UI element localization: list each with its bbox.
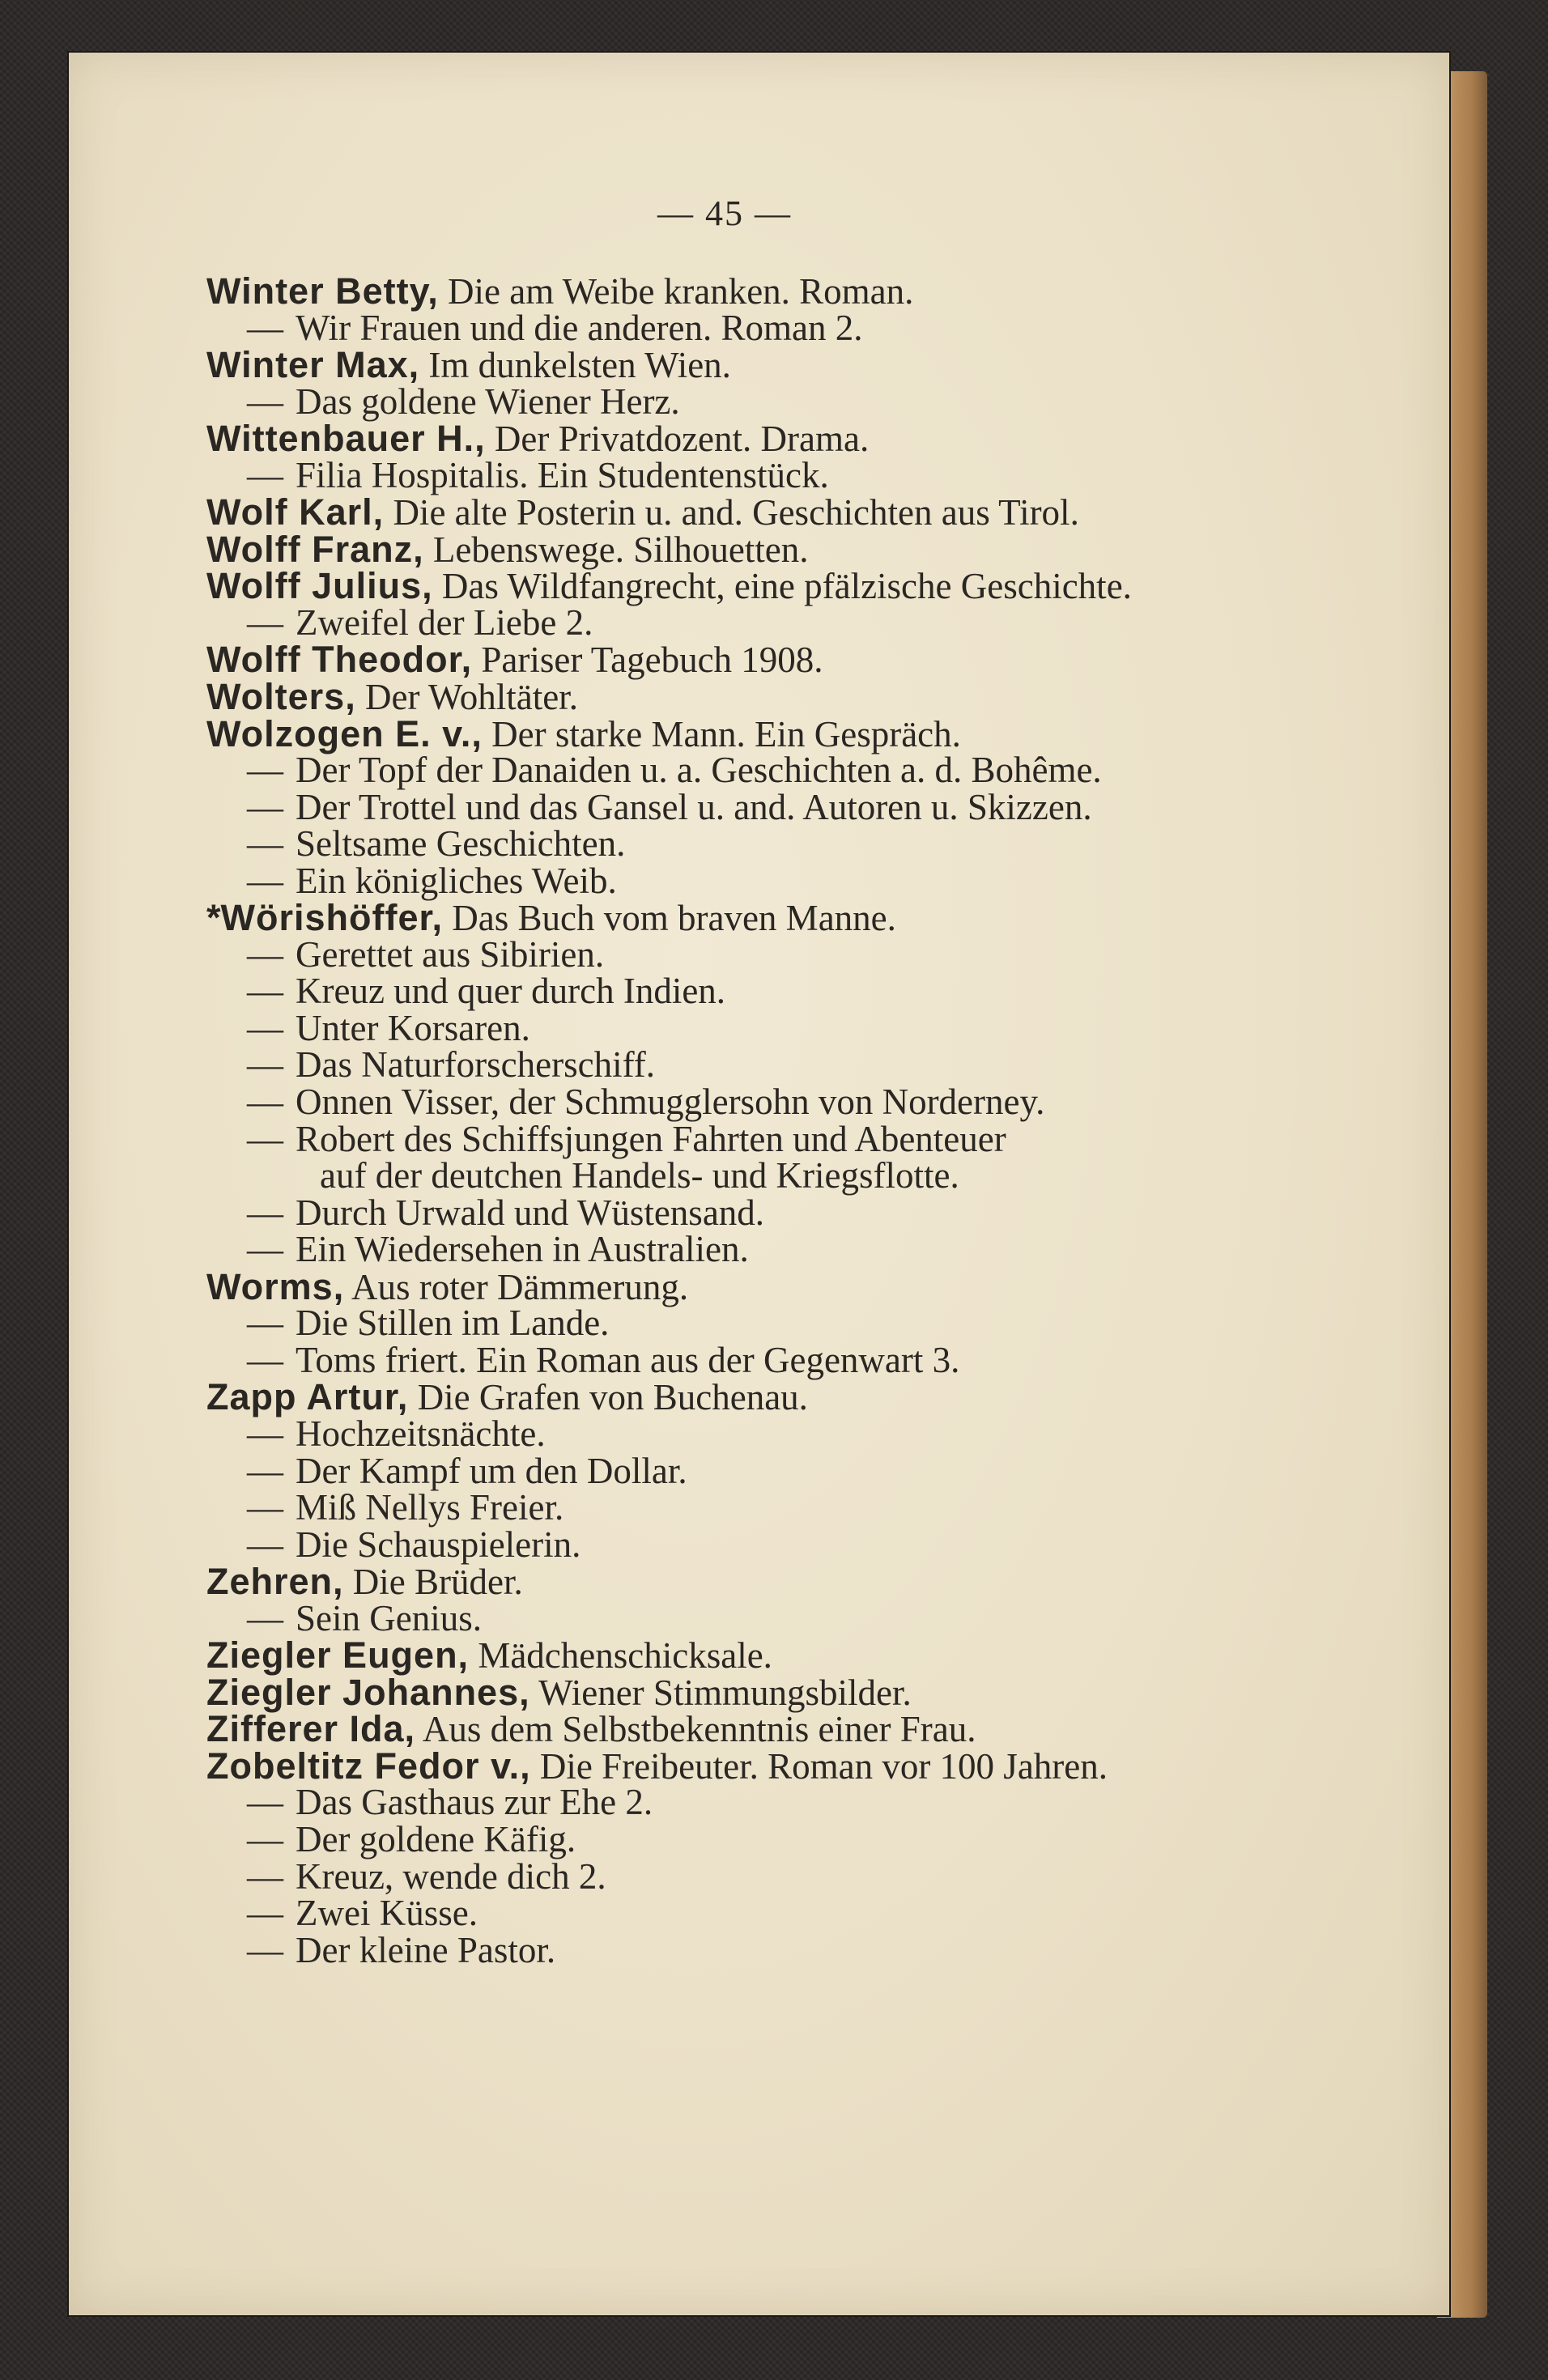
ditto-dash: — [247,860,283,901]
work-entry [206,1192,1259,1233]
ditto-dash: — [247,750,283,791]
author-name-text: Zapp Artur, [206,1376,409,1418]
author-entry [206,491,1259,533]
work-entry [206,973,1259,1010]
author-name-text: Wittenbauer H., [206,418,486,460]
author-entry [206,1671,1259,1713]
author-entry [206,712,1259,754]
work-entry [206,1929,1259,1970]
author-name [206,1561,344,1602]
work-entry [206,860,1259,901]
author-name [206,1745,531,1787]
work-entry [206,1305,1259,1342]
author-entry [206,1376,1259,1418]
page-number: — 45 — [657,193,792,233]
author-name-text: Worms, [206,1265,345,1307]
work-entry [206,933,1259,975]
ditto-dash: — [247,1929,283,1970]
author-entry [206,346,1259,384]
book-title: Unter Korsaren. [296,1007,530,1048]
ditto-dash: — [247,307,283,348]
book-title: Aus dem Selbstbekenntnis einer Frau. [422,1709,976,1750]
book-title: Das Gasthaus zur Ehe 2. [296,1782,653,1823]
ditto-dash: — [247,786,283,827]
ditto-dash: — [247,1782,283,1823]
ditto-dash: — [247,1082,283,1123]
book-title: Das Wildfangrecht, eine pfälzische Geschichte. [441,566,1132,607]
continuation-line [206,1155,1259,1196]
author-name-text: Winter Max, [206,344,420,386]
ditto-dash: — [247,933,283,975]
book-title: Die Grafen von Buchenau. [417,1377,808,1418]
ditto-dash: — [247,1044,283,1086]
author-name-text: Wolff Franz, [206,528,424,570]
author-name-text: Ziegler Eugen, [206,1634,470,1677]
book-title: Die Stillen im Lande. [296,1303,610,1344]
work-entry [206,1007,1259,1048]
asterisk-mark: * [206,897,221,939]
ditto-dash: — [247,1303,283,1344]
ditto-dash: — [247,1007,283,1048]
book-title: Zweifel der Liebe 2. [296,601,593,643]
book-title: Toms friert. Ein Roman aus der Gegenwart 3. [296,1339,960,1380]
book-title: auf der deutchen Handels- und Kriegsflotte. [320,1155,959,1196]
book-title: Pariser Tagebuch 1908. [481,640,823,681]
book-title: Das Buch vom braven Manne. [452,898,896,939]
author-name [206,1266,344,1307]
work-entry [206,1597,1259,1638]
ditto-dash: — [247,1229,283,1270]
work-entry [206,823,1259,865]
work-entry [206,1084,1259,1121]
work-entry [206,307,1259,348]
author-entry [206,1561,1259,1603]
book-title: Die Schauspielerin. [296,1524,581,1565]
author-entry [206,1745,1259,1787]
work-entry [206,454,1259,495]
author-name-text: Wörishöffer, [220,897,444,939]
book-title: Wir Frauen und die anderen. Roman 2. [296,307,863,348]
book-title: Gerettet aus Sibirien. [296,933,605,975]
author-name [206,418,486,459]
author-name-text: Wolzogen E. v., [206,712,483,754]
book-title: Die am Weibe kranken. Roman. [448,271,914,312]
author-entry [206,567,1259,605]
ditto-dash: — [247,1450,283,1491]
ditto-dash: — [247,454,283,495]
book-title: Hochzeitsnächte. [296,1413,546,1454]
ditto-dash: — [247,1339,283,1380]
author-name [206,1672,530,1713]
ditto-dash: — [247,1487,283,1528]
author-entry [206,528,1259,570]
book-title: Der starke Mann. Ein Gespräch. [491,713,961,754]
work-entry [206,1450,1259,1491]
author-entry [206,270,1259,312]
work-entry [206,1413,1259,1454]
author-entry [206,639,1259,681]
author-name-text: Ziegler Johannes, [206,1671,530,1713]
author-name-text: Wolters, [206,676,356,718]
author-name-text: Winter Betty, [206,270,439,312]
book-title: Onnen Visser, der Schmugglersohn von Norderney. [296,1082,1045,1123]
author-entry [206,1708,1259,1750]
ditto-dash: — [247,823,283,865]
book-title: Der Trottel und das Gansel u. and. Autoren u. Skizzen. [296,786,1092,827]
work-entry [206,1118,1259,1159]
work-entry [206,1339,1259,1380]
author-name [206,1708,415,1749]
book-title: Der Topf der Danaiden u. a. Geschichten a. d. Bohême. [296,750,1102,791]
book-title: Sein Genius. [296,1597,482,1638]
work-entry [206,786,1259,827]
author-name-text: Zobeltitz Fedor v., [206,1745,531,1787]
book-title: Miß Nellys Freier. [296,1487,564,1528]
author-name-text: Zehren, [206,1561,344,1603]
book-title: Mädchenschicksale. [478,1635,772,1677]
book-title: Ein königliches Weib. [296,860,617,901]
author-name [206,1634,469,1676]
ditto-dash: — [247,1597,283,1638]
author-name [206,639,472,680]
author-name [206,565,433,606]
book-title: Kreuz und quer durch Indien. [296,971,726,1012]
book-title: Ein Wiedersehen in Australien. [296,1229,749,1270]
work-entry [206,1895,1259,1932]
ditto-dash: — [247,380,283,422]
author-name [206,676,356,717]
ditto-dash: — [247,971,283,1012]
author-name [206,344,419,385]
author-name-text: Wolff Theodor, [206,639,473,681]
book-title: Wiener Stimmungsbilder. [538,1672,912,1713]
author-name-text: Wolf Karl, [206,491,385,533]
ditto-dash: — [247,1855,283,1897]
book-title: Robert des Schiffsjungen Fahrten und Abenteuer [296,1118,1006,1159]
book-title: Aus roter Dämmerung. [351,1266,689,1307]
work-entry [206,1524,1259,1565]
ditto-dash: — [247,1413,283,1454]
ditto-dash: — [247,1818,283,1859]
author-entry [206,1634,1259,1677]
author-name-text: Wolff Julius, [206,565,433,607]
book-title: Zwei Küsse. [296,1893,478,1934]
book-title: Durch Urwald und Wüstensand. [296,1192,765,1233]
book-title: Filia Hospitalis. Ein Studentenstück. [296,454,829,495]
book-title: Seltsame Geschichten. [296,823,626,865]
author-entry [206,1265,1259,1307]
author-entry [206,899,1259,937]
book-title: Der Privatdozent. Drama. [494,419,870,460]
work-entry [206,380,1259,422]
ditto-dash: — [247,1118,283,1159]
ditto-dash: — [247,601,283,643]
book-title: Lebenswege. Silhouetten. [432,529,809,570]
book-title: Die alte Posterin u. and. Geschichten aus Tirol. [393,492,1079,533]
author-name [206,897,443,938]
ditto-dash: — [247,1192,283,1233]
author-name [206,270,439,312]
book-title: Der Wohltäter. [364,677,578,718]
work-entry [206,1044,1259,1086]
book-title: Das Naturforscherschiff. [296,1044,656,1086]
ditto-dash: — [247,1524,283,1565]
book-title: Der kleine Pastor. [296,1929,556,1970]
author-name [206,529,424,570]
work-entry [206,601,1259,643]
book-title: Das goldene Wiener Herz. [296,380,680,422]
work-entry [206,1231,1259,1269]
ditto-dash: — [247,1893,283,1934]
book-title: Der Kampf um den Dollar. [296,1450,687,1491]
work-entry [206,752,1259,789]
author-name-text: Zifferer Ida, [206,1708,416,1750]
work-entry [206,1818,1259,1859]
book-title: Der goldene Käfig. [296,1818,576,1859]
book-title: Die Freibeuter. Roman vor 100 Jahren. [539,1745,1108,1787]
work-entry [206,1784,1259,1821]
book-title: Kreuz, wende dich 2. [296,1855,606,1897]
author-name [206,491,384,533]
book-title: Im dunkelsten Wien. [428,345,731,386]
author-entry [206,418,1259,460]
author-name [206,1376,408,1417]
work-entry [206,1855,1259,1897]
work-entry [206,1487,1259,1528]
author-name [206,713,483,754]
book-title: Die Brüder. [352,1562,523,1603]
author-entry [206,678,1259,716]
catalog-listing [206,270,1259,1970]
